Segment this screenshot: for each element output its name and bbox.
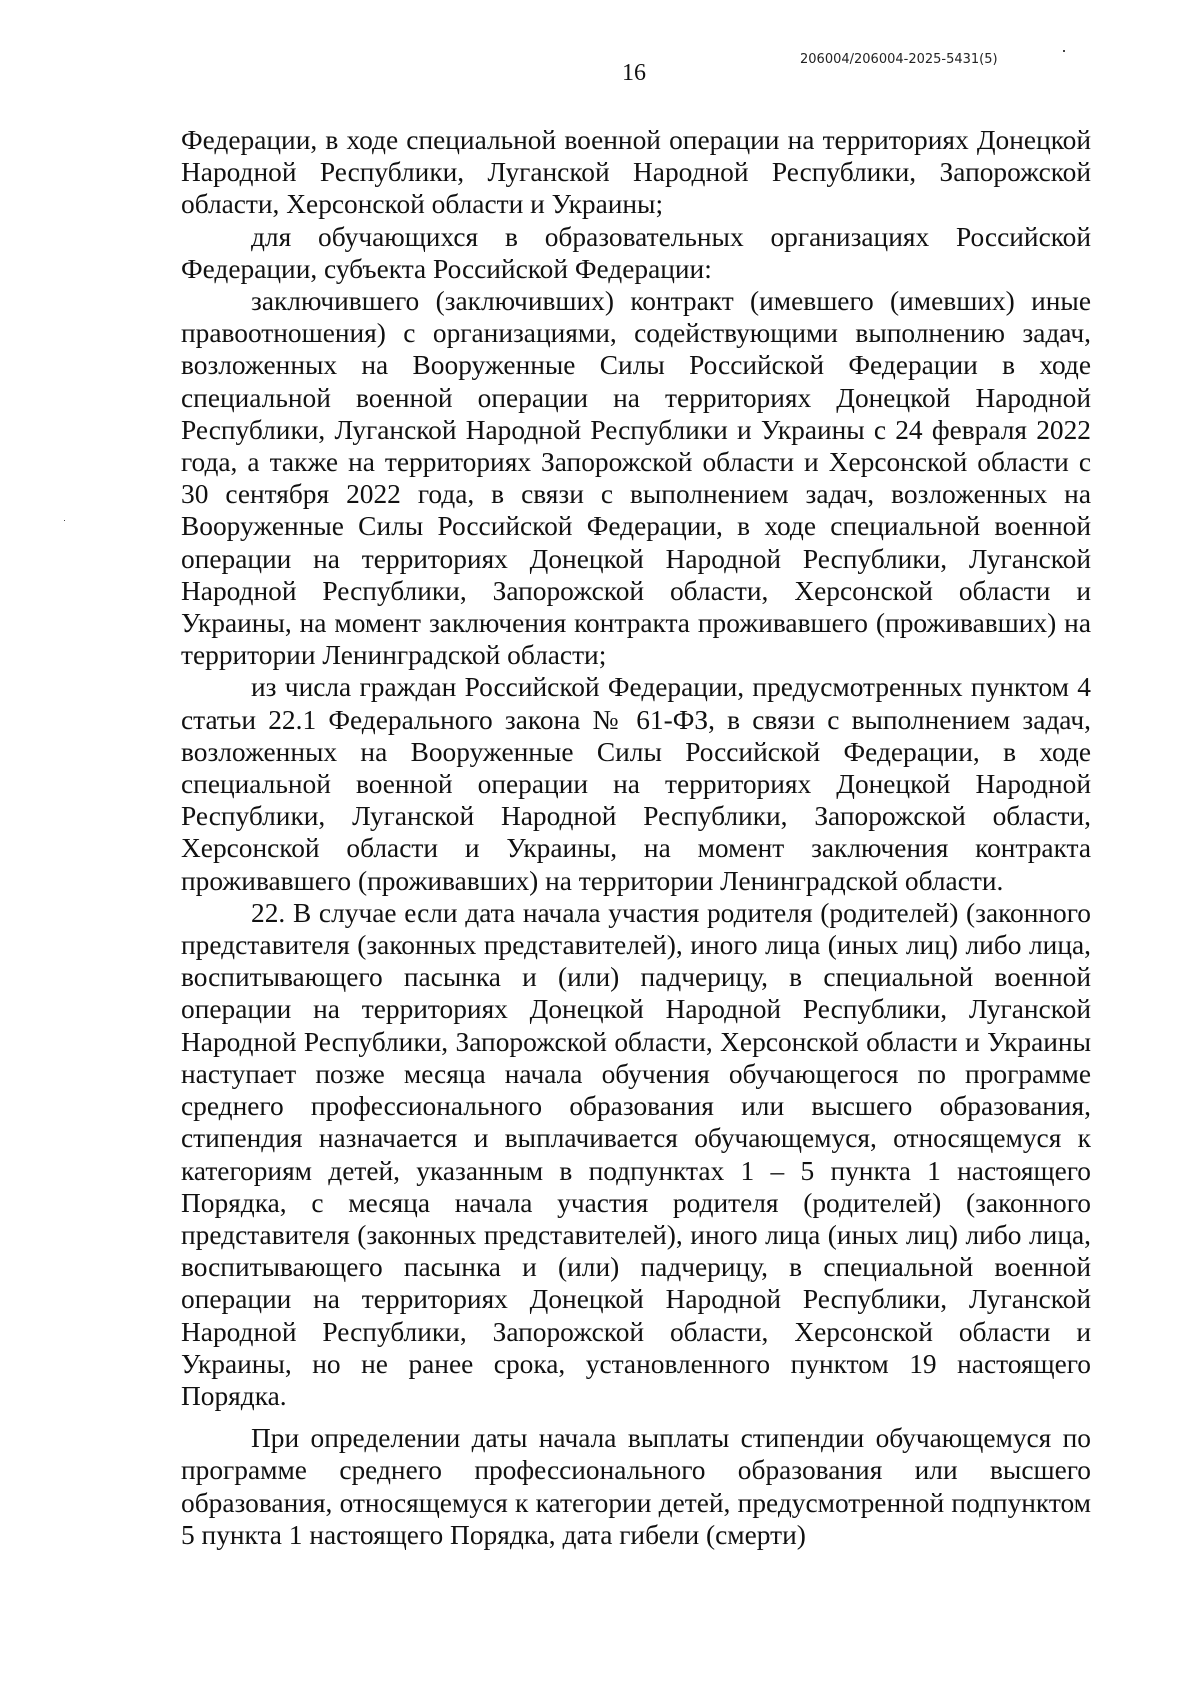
paragraph-payment-start: При определении даты начала выплаты стипендии обучающемуся по программе среднего профессионального образования или высшего образования, относящемуся к категории детей, предусмотренной подпунктом 5 пункта 1 настоящего Порядка, дата гибели (смерти) <box>181 1423 1091 1550</box>
paragraph-continuation: Федерации, в ходе специальной военной операции на территориях Донецкой Народной Республики, Луганской Народной Республики, Запорожской области, Херсонской области и Украины; <box>181 125 1091 220</box>
scan-speck <box>1063 50 1065 52</box>
scan-speck <box>64 520 65 521</box>
paragraph-item-22: 22. В случае если дата начала участия родителя (родителей) (законного представителя (законных представителей), иного лица (иных лиц) либо лица, воспитывающего пасынка и (или) падчерицу, в специальной военной операции на территориях Донецкой Народной Республики, Луганской Народной Республики, Запорожской области, Херсонской области и Украины наступает позже месяца начала обучения обучающегося по программе среднего профессионального образования или высшего образования, стипендия назначается и выплачивается обучающемуся, относящемуся к категориям детей, указанным в подпунктах 1 – 5 пункта 1 настоящего Порядка, с месяца начала участия родителя (родителей) (законного представителя (законных представителей), иного лица (иных лиц) либо лица, воспитывающего пасынка и (или) падчерицу, в специальной военной операции на территориях Донецкой Народной Республики, Луганской Народной Республики, Запорожской области, Херсонской области и Украины, но не ранее срока, установленного пунктом 19 настоящего Порядка. <box>181 897 1091 1411</box>
paragraph-citizens-clause: из числа граждан Российской Федерации, предусмотренных пунктом 4 статьи 22.1 Федерального закона № 61-ФЗ, в связи с выполнением задач, возложенных на Вооруженные Силы Российской Федерации, в ходе специальной военной операции на территориях Донецкой Народной Республики, Луганской Народной Республики, Запорожской области, Херсонской области и Украины, на момент заключения контракта проживавшего (проживавших) на территории Ленинградской области. <box>181 672 1091 896</box>
document-body <box>181 124 1091 1551</box>
document-registration-number: 206004/206004-2025-5431(5) <box>800 52 998 67</box>
paragraph-students-clause: для обучающихся в образовательных организациях Российской Федерации, субъекта Российской Федерации: <box>181 221 1091 284</box>
paragraph-contract-clause: заключившего (заключивших) контракт (имевшего (имевших) иные правоотношения) с организациями, содействующими выполнению задач, возложенных на Вооруженные Силы Российской Федерации в ходе специальной военной операции на территориях Донецкой Народной Республики, Луганской Народной Республики и Украины с 24 февраля 2022 года, а также на территориях Запорожской области и Херсонской области с 30 сентября 2022 года, в связи с выполнением задач, возложенных на Вооруженные Силы Российской Федерации, в ходе специальной военной операции на территориях Донецкой Народной Республики, Луганской Народной Республики, Запорожской области, Херсонской области и Украины, на момент заключения контракта проживавшего (проживавших) на территории Ленинградской области; <box>181 286 1091 671</box>
page-number: 16 <box>622 60 646 86</box>
